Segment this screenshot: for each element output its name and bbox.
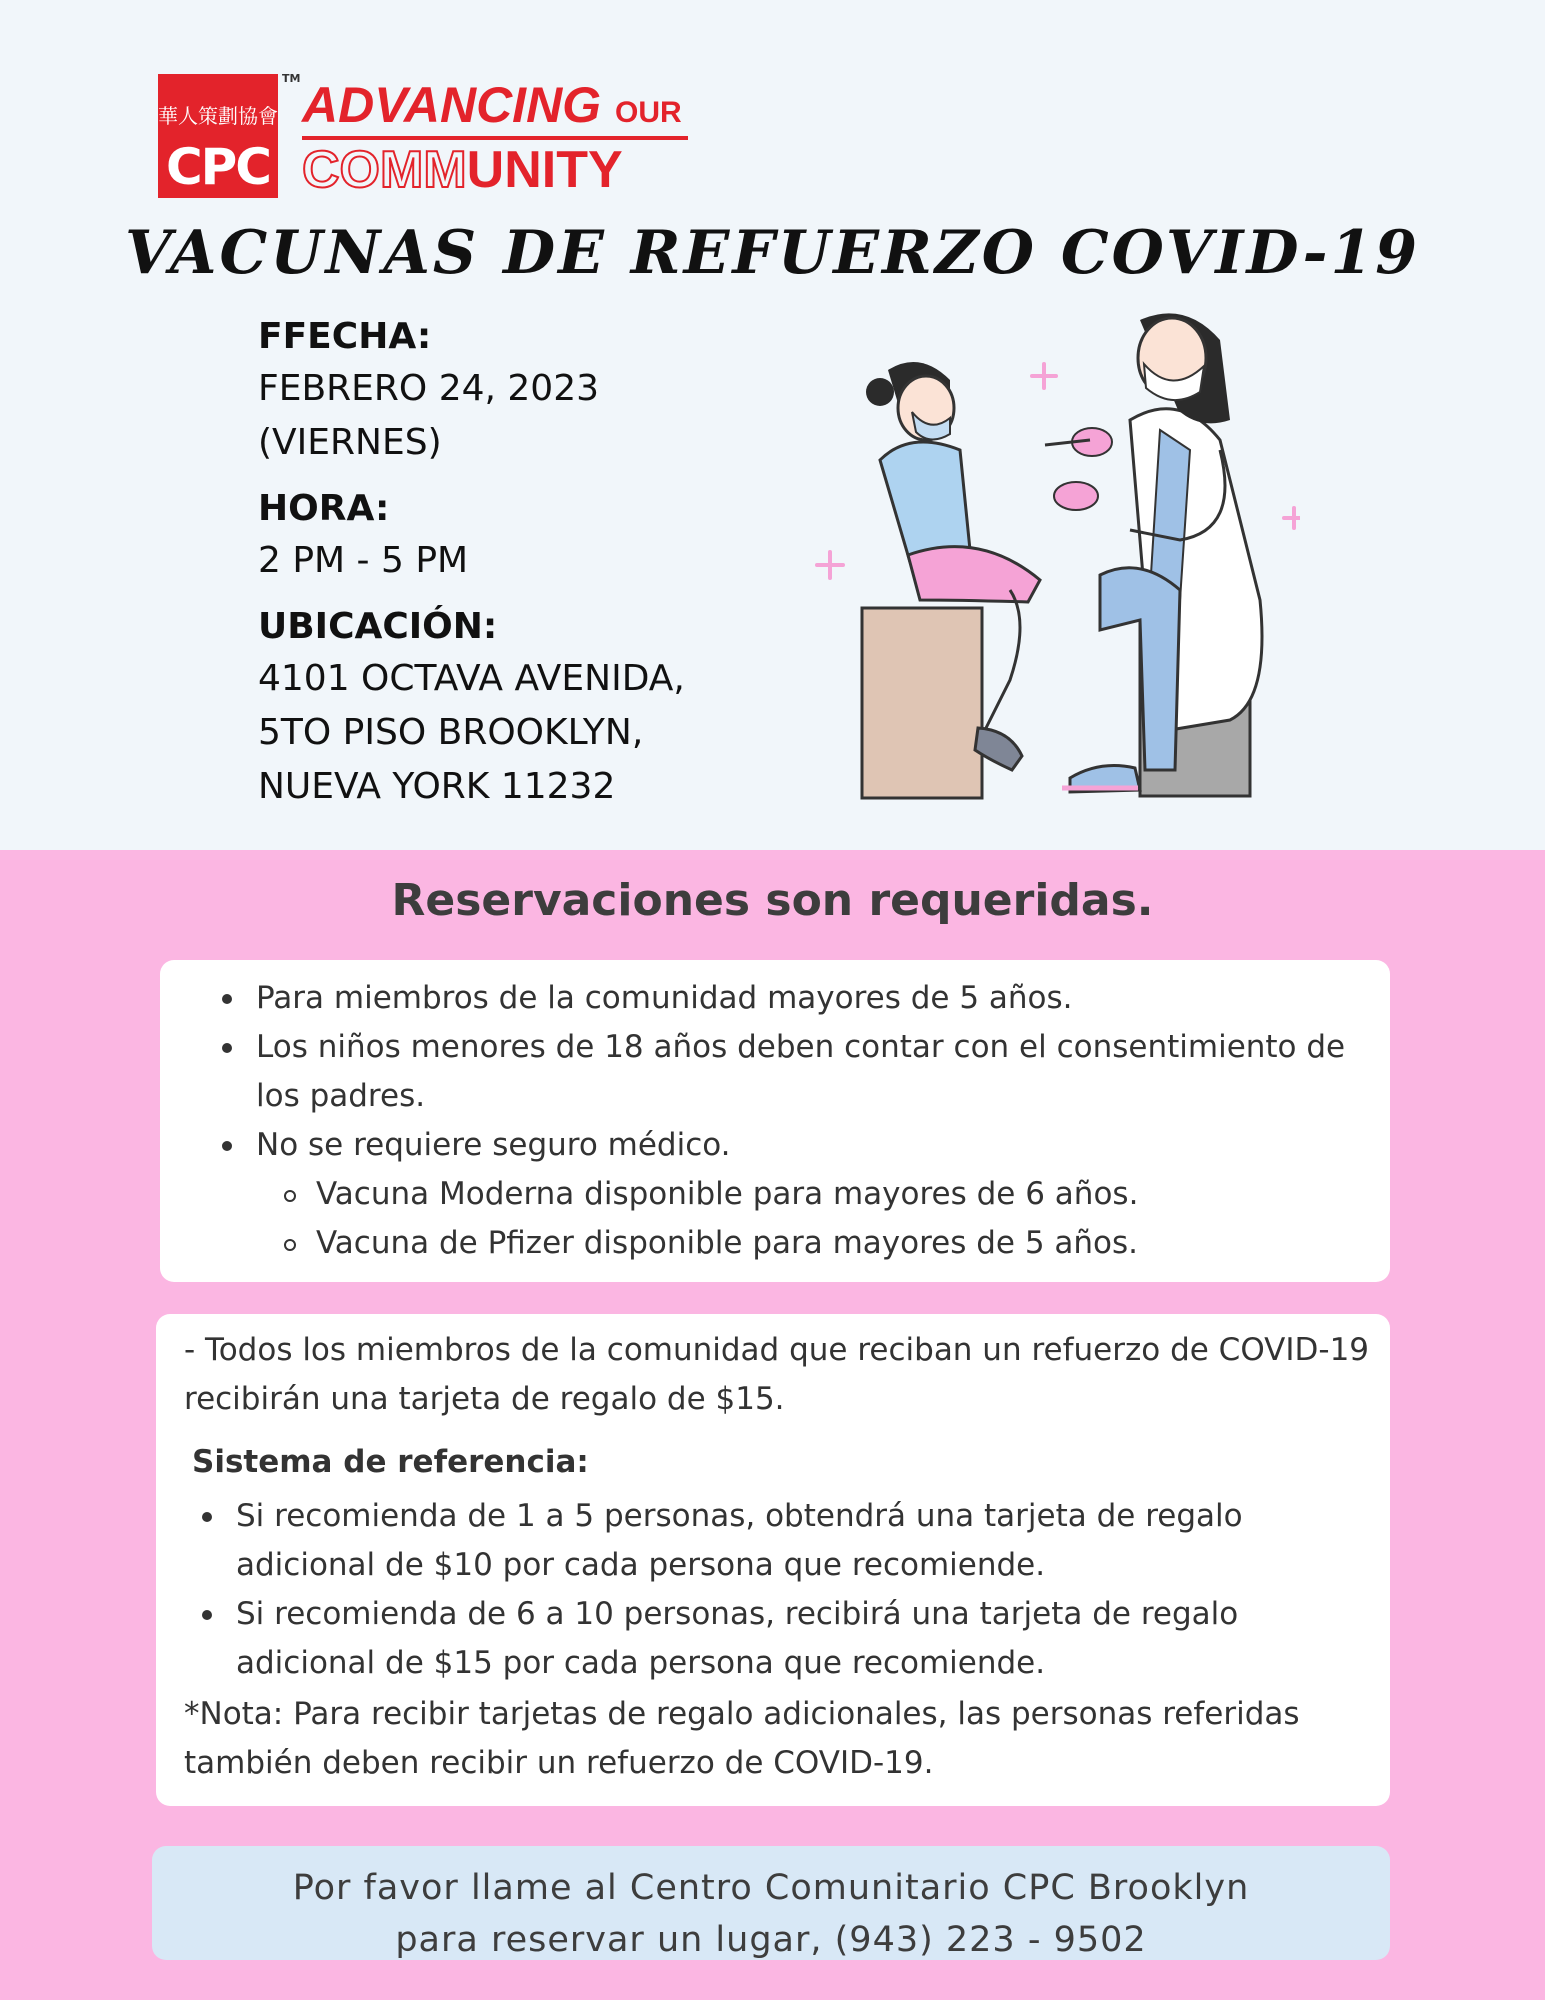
location-label: UBICACIÓN: [258,606,498,647]
list-item: Para miembros de la comunidad mayores de 5 años. [206,974,1366,1023]
list-item: Vacuna de Pfizer disponible para mayores de 5 años. [206,1219,1366,1268]
referral-list [186,1492,1366,1688]
requirements-card [160,960,1390,1282]
list-item: Los niños menores de 18 años deben contar con el consentimiento de los padres. [206,1023,1366,1121]
time-value: 2 PM - 5 PM [258,540,469,581]
incentive-card [156,1314,1390,1806]
location-line-1: 4101 OCTAVA AVENIDA, [258,658,685,699]
date-label: FFECHA: [258,316,432,357]
vaccination-illustration [800,300,1300,830]
logo-advancing: ADVANCING [302,77,602,133]
call-to-action [152,1846,1390,1960]
list-item: Vacuna Moderna disponible para mayores de 6 años. [206,1170,1366,1219]
list-item: Si recomienda de 1 a 5 personas, obtendrá una tarjeta de regalo adicional de $10 por cada persona que recomiende. [186,1492,1366,1590]
date-line-2: (VIERNES) [258,422,442,463]
logo-chinese-name: 華人策劃協會 [158,100,278,129]
cta-line-1: Por favor llame al Centro Comunitario CPC Brooklyn [292,1868,1250,1908]
logo-comm: COMM [302,141,467,199]
referral-heading: Sistema de referencia: [192,1444,589,1480]
list-item: Si recomienda de 6 a 10 personas, recibirá una tarjeta de regalo adicional de $15 por cada persona que recomiende. [186,1590,1366,1688]
requirements-list [206,974,1366,1170]
logo-tagline-top [302,76,682,134]
reservation-heading: Reservaciones son requeridas. [391,875,1154,926]
cpc-logo [158,72,698,202]
location-line-2: 5TO PISO BROOKLYN, [258,712,644,753]
vaccine-availability-list [206,1170,1366,1268]
logo-unity: UNITY [466,141,623,199]
gift-card-text: - Todos los miembros de la comunidad que reciban un refuerzo de COVID-19 recibirán una tarjeta de regalo de $15. [184,1332,1370,1417]
date-line-1: FEBRERO 24, 2023 [258,368,600,409]
page-title: VACUNAS DE REFUERZO COVID-19 [125,218,1420,288]
logo-tagline-bottom [302,140,623,200]
list-item: No se requiere seguro médico. [206,1121,1366,1170]
logo-our: OUR [614,96,682,129]
cta-line-2: para reservar un lugar, (943) 223 - 9502 [395,1920,1147,1960]
logo-trademark: TM [282,72,301,85]
time-label: HORA: [258,488,390,529]
logo-letters: CPC [165,138,271,196]
location-line-3: NUEVA YORK 11232 [258,766,616,807]
referral-note: *Nota: Para recibir tarjetas de regalo adicionales, las personas referidas también deben recibir un refuerzo de COVID-19. [184,1696,1300,1781]
event-info [258,312,778,814]
